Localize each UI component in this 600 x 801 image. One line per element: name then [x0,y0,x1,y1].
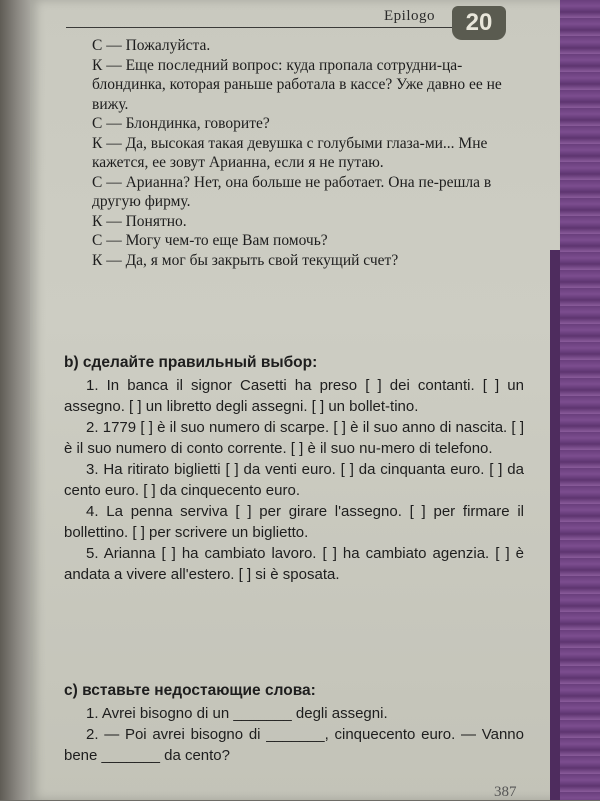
exercise-item: 4. La penna serviva [ ] per girare l'assegno. [ ] per firmare il bollettino. [ ] per scrivere un biglietto. [64,503,524,541]
exercise-item: 5. Arianna [ ] ha cambiato lavoro. [ ] ha cambiato agenzia. [ ] è andata a vivere all'estero. [ ] si è sposata. [64,545,524,583]
dialogue-line: С — Могу чем-то еще Вам помочь? [92,232,328,249]
dialogue-line: К — Еще последний вопрос: куда пропала сотрудни-ца-блондинка, которая раньше работала в кассе? Уже давно ее не вижу. [92,56,502,113]
dialogue-line: С — Арианна? Нет, она больше не работает. Она пе-решла в другую фирму. [92,173,492,210]
exercise-item: 1. In banca il signor Casetti ha preso [ ] dei contanti. [ ] un assegno. [ ] un libretto degli assegni. [ ] un bollet-tino. [64,377,524,415]
dialogue-line: С — Блондинка, говорите? [92,115,270,132]
dialogue-line: К — Да, высокая такая девушка с голубыми глаза-ми... Мне кажется, ее зовут Арианна, если я не путаю. [92,134,488,171]
dialogue-line: К — Да, я мог бы закрыть свой текущий счет? [92,251,399,269]
exercise-b-heading: b) сделайте правильный выбор: [64,354,318,371]
exercise-item: 1. Avrei bisogno di un _______ degli assegni. [86,705,388,722]
running-head: Epilogo [384,8,435,24]
exercise-c [64,680,524,766]
header-rule [66,27,456,28]
book-cover-edge [560,0,600,800]
exercise-item: 2. — Poi avrei bisogno di _______, cinquecento euro. — Vanno bene _______ da cento? [64,726,524,764]
exercise-b [64,352,524,585]
dialogue-block [92,36,512,270]
chapter-badge: 20 [452,6,506,40]
exercise-item: 2. 1779 [ ] è il suo numero di scarpe. [ ] è il suo anno di nascita. [ ] è il suo numero di conto corrente. [ ] è il suo nu-mero di telefono. [64,419,524,457]
page-edge-shadow [550,250,560,800]
exercise-item: 3. Ha ritirato biglietti [ ] da venti euro. [ ] da cinquanta euro. [ ] da cento euro. [ ] da cinquecento euro. [64,461,524,499]
dialogue-line: К — Понятно. [92,212,187,230]
page-number: 387 [494,784,517,800]
exercise-c-heading: c) вставьте недостающие слова: [64,682,316,699]
dialogue-line: С — Пожалуйста. [92,37,211,54]
